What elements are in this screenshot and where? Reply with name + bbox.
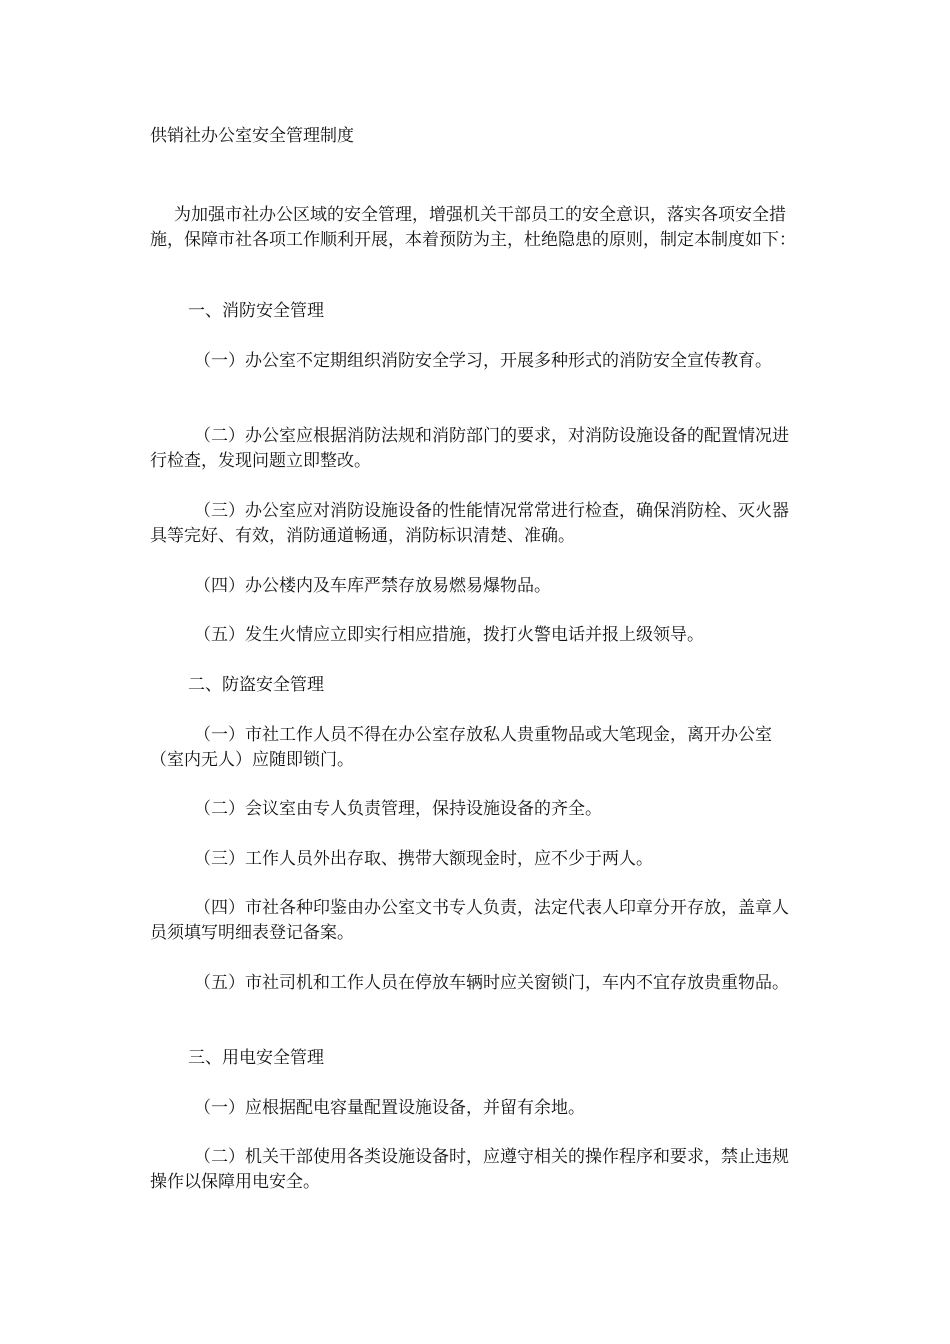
theft-item-5: （五）市社司机和工作人员在停放车辆时应关窗锁门，车内不宜存放贵重物品。 — [194, 973, 789, 993]
section-heading-theft: 二、防盗安全管理 — [188, 675, 324, 695]
electric-item-1: （一）应根据配电容量配置设施设备，并留有余地。 — [194, 1098, 585, 1118]
section-heading-fire: 一、消防安全管理 — [188, 301, 324, 321]
fire-item-5: （五）发生火情应立即实行相应措施，拨打火警电话并报上级领导。 — [194, 625, 704, 645]
fire-item-1: （一）办公室不定期组织消防安全学习，开展多种形式的消防安全宣传教育。 — [194, 351, 772, 371]
fire-item-3: （三）办公室应对消防设施设备的性能情况常常进行检查，确保消防栓、灭火器具等完好、有效，消防通道畅通，消防标识清楚、准确。 — [150, 501, 789, 546]
fire-item-4: （四）办公楼内及车库严禁存放易燃易爆物品。 — [194, 576, 551, 596]
theft-item-1: （一）市社工作人员不得在办公室存放私人贵重物品或大笔现金，离开办公室（室内无人）应随即锁门。 — [150, 725, 772, 770]
section-heading-electric: 三、用电安全管理 — [188, 1048, 324, 1068]
electric-item-2: （二）机关干部使用各类设施设备时，应遵守相关的操作程序和要求，禁止违规操作以保障用电安全。 — [150, 1147, 789, 1192]
document-title: 供销社办公室安全管理制度 — [150, 126, 354, 146]
intro-paragraph: 为加强市社办公区域的安全管理，增强机关干部员工的安全意识，落实各项安全措施，保障市社各项工作顺利开展，本着预防为主，杜绝隐患的原则，制定本制度如下： — [150, 205, 796, 250]
theft-item-4: （四）市社各种印鉴由办公室文书专人负责，法定代表人印章分开存放，盖章人员须填写明细表登记备案。 — [150, 898, 789, 943]
theft-item-3: （三）工作人员外出存取、携带大额现金时，应不少于两人。 — [194, 849, 653, 869]
fire-item-2: （二）办公室应根据消防法规和消防部门的要求，对消防设施设备的配置情况进行检查，发现问题立即整改。 — [150, 426, 789, 471]
theft-item-2: （二）会议室由专人负责管理，保持设施设备的齐全。 — [194, 799, 602, 819]
